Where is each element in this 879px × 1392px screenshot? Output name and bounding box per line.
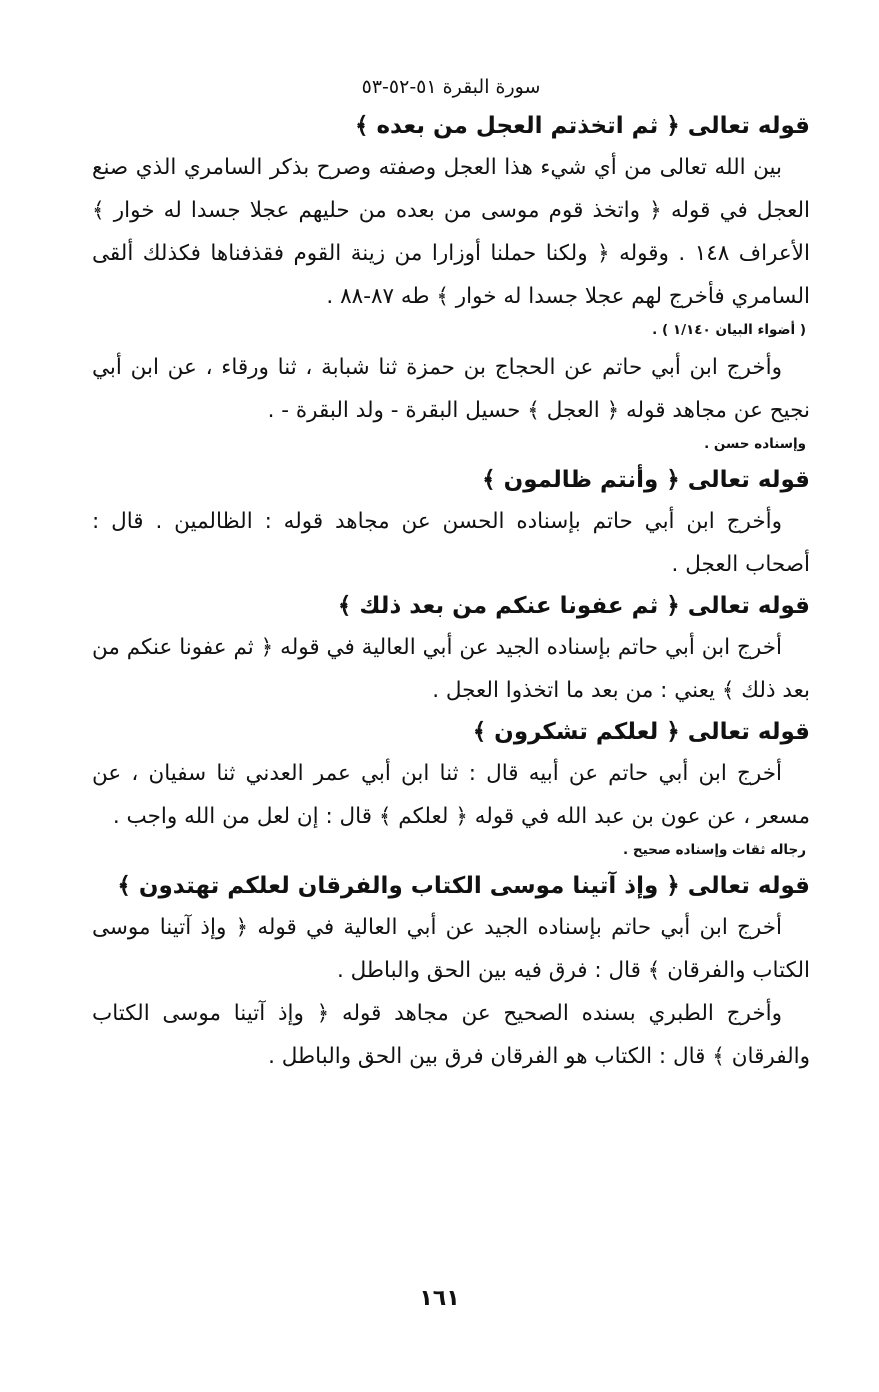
section: [92, 712, 810, 862]
page-content: [92, 72, 810, 1078]
section-heading: قوله تعالى ﴿ ثم اتخذتم العجل من بعده ﴾: [355, 113, 810, 139]
section: [92, 866, 810, 1078]
section: [92, 586, 810, 712]
paragraph: أخرج ابن أبي حاتم بإسناده الجيد عن أبي العالية في قوله ﴿ وإذ آتينا موسى الكتاب والفرقان ﴾ قال : فرق فيه بين الحق والباطل .: [92, 915, 810, 983]
section-heading: قوله تعالى ﴿ وإذ آتينا موسى الكتاب والفرقان لعلكم تهتدون ﴾: [117, 873, 810, 899]
citation-note: ( أضواء البيان ١/١٤٠ ) .: [652, 322, 806, 338]
paragraph: وأخرج الطبري بسنده الصحيح عن مجاهد قوله ﴿ وإذ آتينا موسى الكتاب والفرقان ﴾ قال : الكتاب هو الفرقان فرق بين الحق والباطل .: [92, 1001, 810, 1069]
grading-note: رجاله ثقات وإسناده صحيح .: [623, 842, 806, 858]
section-heading: قوله تعالى ﴿ وأنتم ظالمون ﴾: [482, 467, 810, 493]
section: [92, 460, 810, 586]
grading-note: وإسناده حسن .: [704, 436, 806, 452]
page-number: ١٦١: [419, 1286, 460, 1311]
paragraph: أخرج ابن أبي حاتم عن أبيه قال : ثنا ابن أبي عمر العدني ثنا سفيان ، عن مسعر ، عن عون بن عبد الله في قوله ﴿ لعلكم ﴾ قال : إن لعل من الله واجب .: [92, 761, 810, 829]
section-heading: قوله تعالى ﴿ ثم عفونا عنكم من بعد ذلك ﴾: [337, 593, 810, 619]
paragraph: وأخرج ابن أبي حاتم بإسناده الحسن عن مجاهد قوله : الظالمين . قال : أصحاب العجل .: [92, 509, 810, 577]
paragraph: بين الله تعالى من أي شيء هذا العجل وصفته وصرح بذكر السامري الذي صنع العجل في قوله ﴿ واتخذ قوم موسى من بعده من حليهم عجلا جسدا له خوار ﴾ الأعراف ١٤٨ . وقوله ﴿ ولكنا حملنا أوزارا من زينة القوم فقذفناها فكذلك ألقى السامري فأخرج لهم عجلا جسدا له خوار ﴾ طه ٨٧-٨٨ .: [92, 155, 810, 309]
section-heading: قوله تعالى ﴿ لعلكم تشكرون ﴾: [472, 719, 810, 745]
paragraph: أخرج ابن أبي حاتم بإسناده الجيد عن أبي العالية في قوله ﴿ ثم عفونا عنكم من بعد ذلك ﴾ يعني : من بعد ما اتخذوا العجل .: [92, 635, 810, 703]
section: [92, 106, 810, 456]
paragraph: وأخرج ابن أبي حاتم عن الحجاج بن حمزة ثنا شبابة ، ثنا ورقاء ، عن ابن أبي نجيح عن مجاهد قوله ﴿ العجل ﴾ حسيل البقرة - ولد البقرة - .: [92, 355, 810, 423]
running-header: سورة البقرة ٥١-٥٢-٥٣: [361, 76, 541, 98]
